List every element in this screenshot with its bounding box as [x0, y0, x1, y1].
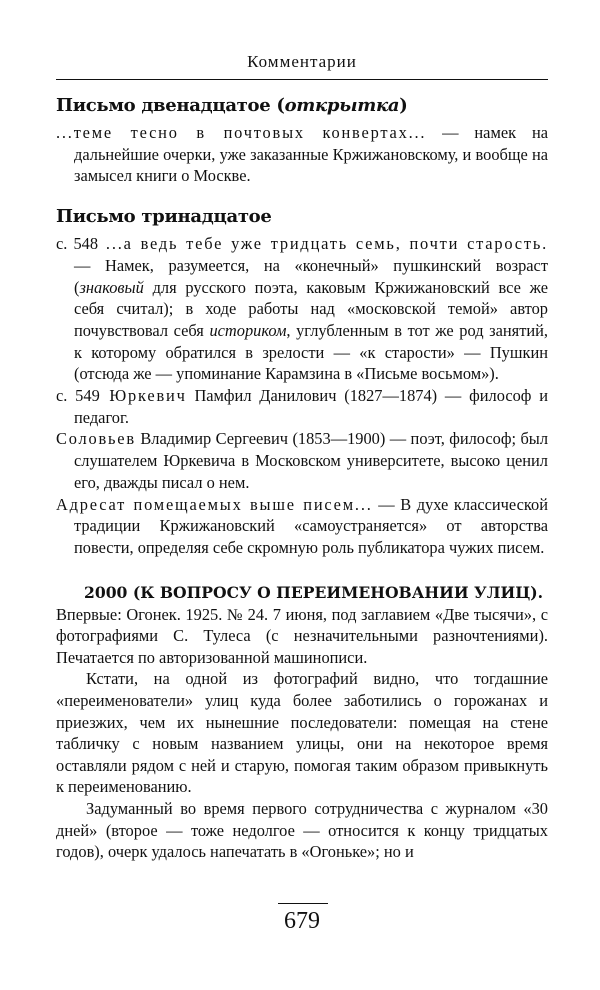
book-page: [56, 0, 548, 990]
paragraph-photographs: Кстати, на одной из фотографий видно, что тогдашние «переименователи» улиц куда более заботились о горожанах и приезжих, чем их нынешние последователи: помещая на стене табличку с новым названием улицы, они на некоторое время оставляли рядом с ней и старую, помогая таким образом привыкнуть к переименованию.: [56, 669, 548, 797]
work-title-2000: 2000 (К ВОПРОСУ О ПЕРЕИМЕНОВАНИИ УЛИЦ).: [84, 582, 544, 602]
entry-lead-quote: ...а ведь тебе уже тридцать семь, почти старость.: [98, 234, 548, 254]
section-title-text: Письмо двенадцатое (: [56, 95, 285, 116]
entry-italic-term: историком: [209, 320, 287, 340]
entry-lead-quote: ...теме тесно в почтовых конвертах...: [56, 123, 427, 142]
entry-text: — Намек, разумеется, на «конечный» пушкинский возраст (: [74, 255, 548, 297]
comment-entry-postcard: [56, 122, 548, 187]
section-title-close: ): [399, 95, 408, 116]
paragraph-publication-history: Задуманный во время первого сотрудничества с журналом «30 дней» (второе — тоже недолгое — относится к концу тридцатых годов), очерк удалось напечатать в «Огоньке»; но и: [56, 799, 548, 862]
entry-text: для русского поэта, каковым Кржижановский все же себя считал); в ходе работы над «московской темой» автор почувствовал себя: [74, 277, 548, 340]
entry-text: — намек на дальнейшие очерки, уже заказанные Кржижановскому, и вообще на замысел книги о Москве.: [74, 123, 548, 186]
section-title-italic: открытка: [284, 95, 400, 116]
comment-entry-addressee: [56, 494, 548, 559]
entry-lead-name: Соловьев: [56, 429, 136, 449]
section-title-letter-12: [56, 94, 548, 118]
section-title-letter-13: Письмо тринадцатое: [56, 206, 272, 228]
page-content: [56, 94, 548, 863]
entry-lead-name: Юркевич: [99, 386, 187, 406]
page-reference: с. 549: [56, 386, 100, 406]
paragraph-first-publication: Впервые: Огонек. 1925. № 24. 7 июня, под заглавием «Две тысячи», с фотографиями С. Тулеса (с незначительными разночтениями). Печатается по авторизованной машинописи.: [56, 604, 548, 667]
footer-rule: [278, 903, 328, 904]
running-head: Комментарии: [247, 52, 357, 71]
entry-text: , углубленным в тот же род занятий, к которому обратился в зрелости — «к старости» — Пушкин (отсюда же — упоминание Карамзина в «Письме восьмом»).: [74, 320, 549, 384]
entry-text: Памфил Данилович (1827—1874) — философ и педагог.: [74, 386, 548, 427]
comment-entry-p549-yurkevich: [56, 385, 548, 428]
page-number: 679: [284, 908, 320, 934]
entry-italic-term: знаковый: [79, 277, 144, 297]
comment-entry-p548: [56, 233, 548, 385]
header-rule: [56, 79, 548, 80]
entry-text: — В духе классической традиции Кржижановский «самоустраняется» от авторства повести, определяя себе скромную роль публикатора чужих писем.: [74, 494, 548, 557]
comment-entry-solovyov: [56, 428, 548, 493]
entry-lead-quote: Адресат помещаемых выше писем...: [56, 494, 373, 514]
entry-text: Владимир Сергеевич (1853—1900) — поэт, философ; был слушателем Юркевича в Московском университете, высоко ценил его, дважды писал о нем.: [74, 429, 548, 492]
page-reference: с. 548: [56, 234, 99, 254]
